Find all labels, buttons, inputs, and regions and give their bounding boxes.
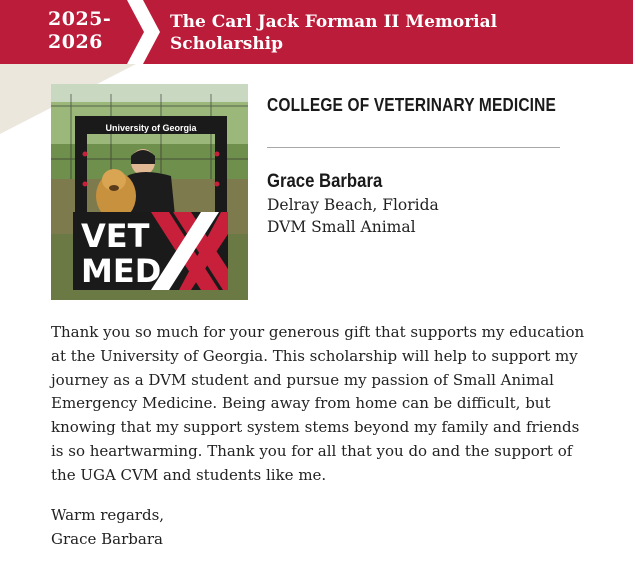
student-program: DVM Small Animal xyxy=(267,218,416,236)
letter-body: Thank you so much for your generous gift that supports my education at the University of Georgia. This scholarship will help to support my journey as a DVM student and pursue my passion of Small Animal Emergency Medicine. Being away from home can be difficult, but knowing that my support system stems beyond my family and friends is so heartwarming. Thank you for all that you do and the support of the UGA CVM and students like me. xyxy=(51,323,585,484)
letter-signature: Grace Barbara xyxy=(51,530,163,548)
header-banner xyxy=(0,0,640,64)
sign-med-text: MED xyxy=(81,252,162,290)
letter-closing: Warm regards, xyxy=(51,506,165,524)
section-divider xyxy=(267,147,560,148)
header-years xyxy=(48,8,128,54)
scholarship-title: The Carl Jack Forman II Memorial Scholarship xyxy=(170,12,498,54)
student-photo xyxy=(51,84,248,300)
photo-illustration xyxy=(51,84,248,300)
college-heading: COLLEGE OF VETERINARY MEDICINE xyxy=(267,95,556,115)
header-year-start: 2025- xyxy=(48,8,112,30)
student-hometown: Delray Beach, Florida xyxy=(267,196,439,214)
photo-banner-text: University of Georgia xyxy=(105,123,197,133)
header-year-end: 2026 xyxy=(48,31,103,53)
letter-closing-block xyxy=(51,503,164,551)
sign-vet-text: VET xyxy=(81,217,150,255)
student-name: Grace Barbara xyxy=(267,171,383,192)
